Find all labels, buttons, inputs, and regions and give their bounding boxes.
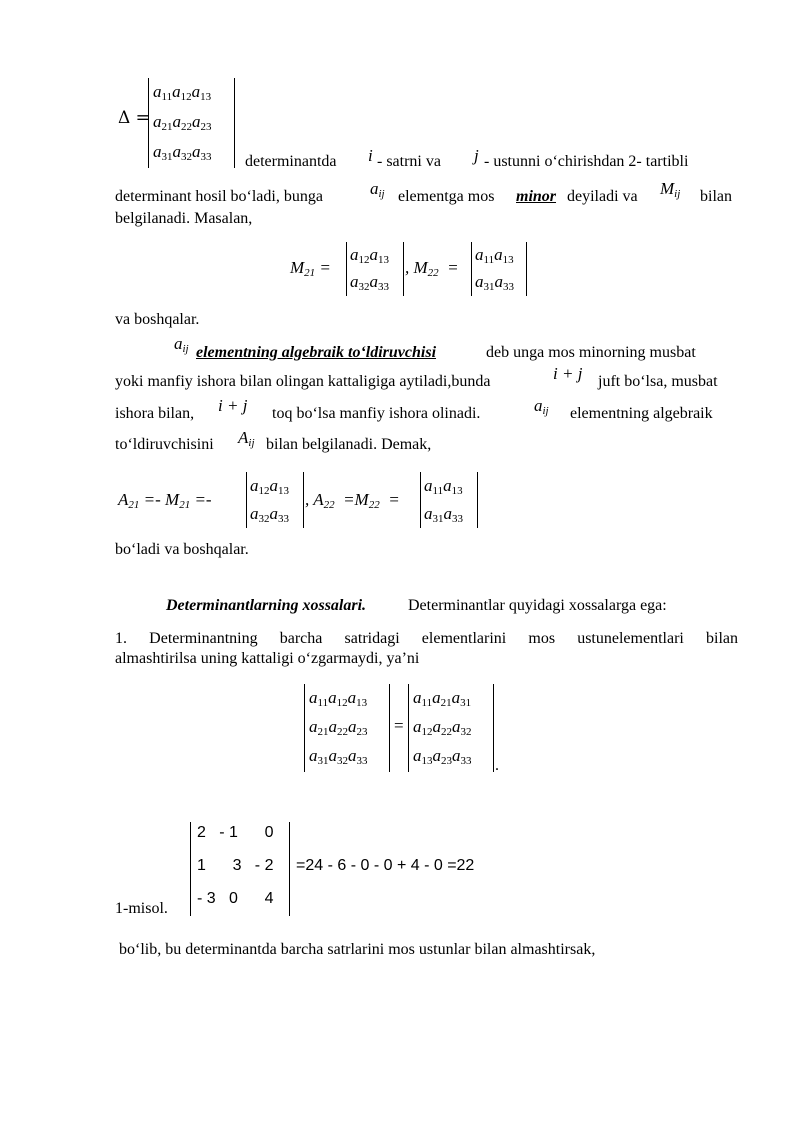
det-row-2: $a_{21}a_{22}a_{23}$ <box>309 717 368 738</box>
text-belgilanadi: belgilanadi. Masalan, <box>115 210 253 227</box>
determinant-3x3 <box>148 78 235 168</box>
minor-row-1: $a_{11}a_{13}$ <box>475 245 514 266</box>
text-boladi-va: bo‘ladi va boshqalar. <box>115 541 249 558</box>
det-row-1: $a_{11}a_{21}a_{31}$ <box>413 688 472 709</box>
minor-A21 <box>246 472 304 528</box>
det-row-1: $a_{11}a_{12}a_{13}$ <box>309 688 368 709</box>
math-period: . <box>495 757 499 774</box>
minor-row-2: $a_{31}a_{33}$ <box>424 504 463 525</box>
minor-row-1: $a_{11}a_{13}$ <box>424 476 463 497</box>
math-M21: $M_{21}$ = <box>290 258 331 279</box>
det-row-2: $a_{21}a_{22}a_{23}$ <box>153 112 212 133</box>
numeric-row-3: - 3 0 4 <box>197 890 274 907</box>
text-elementga-mos: elementga mos <box>398 188 495 205</box>
numeric-result: =24 - 6 - 0 - 0 + 4 - 0 =22 <box>296 857 475 874</box>
text-elementning-algebraik: elementning algebraik <box>570 405 713 422</box>
math-Aij: $A_{ij}$ <box>238 428 255 449</box>
minor-row-1: $a_{12}a_{13}$ <box>250 476 289 497</box>
text-ishora-bilan: ishora bilan, <box>115 405 195 422</box>
minor-row-2: $a_{32}a_{33}$ <box>250 504 289 525</box>
numeric-row-2: 1 3 - 2 <box>197 857 274 874</box>
math-aij-def: $a_{ij}$ <box>174 334 189 355</box>
text-deyiladi-va: deyiladi va <box>567 188 638 205</box>
determinant-original <box>304 684 390 772</box>
text-bilan: bilan <box>700 188 732 205</box>
math-equals: = <box>394 716 404 735</box>
last-line: bo‘lib, bu determinantda barcha satrlarini mos ustunlar bilan almashtirsak, <box>119 941 596 958</box>
numeric-row-1: 2 - 1 0 <box>197 824 274 841</box>
math-i-plus-j-2: i + j <box>218 396 248 415</box>
text-determinantda: determinantda <box>245 153 337 170</box>
text-va-boshqalar: va boshqalar. <box>115 311 200 328</box>
text-bilan-belgilanadi: bilan belgilanadi. Demak, <box>266 436 432 453</box>
minor-row-1: $a_{12}a_{13}$ <box>350 245 389 266</box>
math-i-plus-j: i + j <box>553 364 583 383</box>
example-label: 1-misol. <box>115 900 168 917</box>
text-deb-unga: deb unga mos minorning musbat <box>486 344 696 361</box>
minor-row-2: $a_{31}a_{33}$ <box>475 272 514 293</box>
det-row-3: $a_{31}a_{32}a_{33}$ <box>309 746 368 767</box>
math-aij-3: $a_{ij}$ <box>534 396 549 417</box>
text-determinant-hosil: determinant hosil bo‘ladi, bunga <box>115 188 323 205</box>
determinant-transposed <box>408 684 494 772</box>
math-aij: $a_{ij}$ <box>370 179 385 200</box>
math-j: j <box>474 146 479 165</box>
math-A22-equation: , $A_{22} =M_{22}$ = <box>305 490 400 511</box>
det-row-3: $a_{13}a_{23}a_{33}$ <box>413 746 472 767</box>
det-row-2: $a_{12}a_{22}a_{32}$ <box>413 717 472 738</box>
property-1-line-1: 1. Determinantning barcha satridagi elementlarini mos ustunelementlari bilan <box>115 630 738 647</box>
text-satrni-va: - satrni va <box>377 153 441 170</box>
text-yoki-manfiy: yoki manfiy ishora bilan olingan kattaligiga aytiladi,bunda <box>115 373 491 390</box>
section-heading-rest: Determinantlar quyidagi xossalarga ega: <box>408 597 667 614</box>
text-algebraik-definition: elementning algebraik to‘ldiruvchisi <box>196 344 437 361</box>
math-Mij: $M_{ij}$ <box>660 179 681 200</box>
text-toq: toq bo‘lsa manfiy ishora olinadi. <box>272 405 481 422</box>
text-ustunni: - ustunni o‘chirishdan 2- tartibli <box>484 153 689 170</box>
math-A21-equation: $A_{21} =- M_{21}$ =- <box>118 490 212 511</box>
text-juft: juft bo‘lsa, musbat <box>598 373 718 390</box>
det-row-1: $a_{11}a_{12}a_{13}$ <box>153 82 212 103</box>
minor-M22 <box>471 242 527 296</box>
det-row-3: $a_{31}a_{32}a_{33}$ <box>153 142 212 163</box>
section-heading: Determinantlarning xossalari. <box>166 597 367 614</box>
math-M22: , $M_{22}$ = <box>405 258 459 279</box>
minor-row-2: $a_{32}a_{33}$ <box>350 272 389 293</box>
text-minor: minor <box>516 188 557 205</box>
math-i: i <box>368 146 373 165</box>
numeric-determinant <box>190 822 290 916</box>
minor-A22 <box>420 472 478 528</box>
minor-M21 <box>346 242 404 296</box>
delta-symbol: Δ = <box>118 108 150 128</box>
text-toldiruvchisini: to‘ldiruvchisini <box>115 436 214 453</box>
property-1-line-2: almashtirilsa uning kattaligi o‘zgarmaydi, ya’ni <box>115 650 420 667</box>
